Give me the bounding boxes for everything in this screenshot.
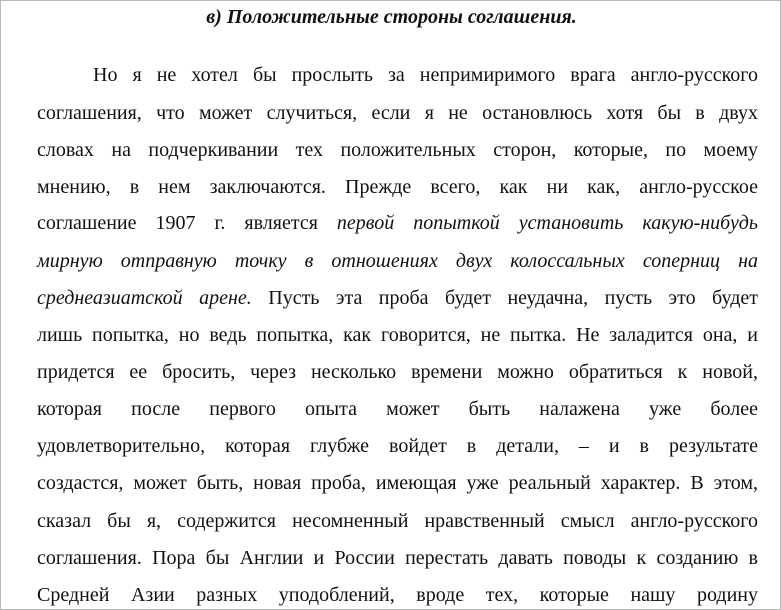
text-line (37, 211, 758, 235)
emphasis-line: мирную отправную точку в отношениях двух колоссальных соперниц на (37, 250, 758, 272)
text-line: придется ее бросить, через несколько времени можно обратиться к новой, (37, 361, 758, 383)
text-line: удовлетворительно, которая глубже войдет в детали, – и в результате (37, 435, 758, 457)
emphasis-text: среднеазиатской арене. (37, 287, 252, 309)
text-line: лишь попытка, но ведь попытка, как говорится, не пытка. Не заладится она, и (37, 324, 758, 346)
text-line: соглашения, что может случиться, если я не остановлюсь хотя бы в двух (37, 102, 758, 124)
text-line: Средней Азии разных уподоблений, вроде тех, которые нашу родину (37, 584, 758, 606)
text-line (37, 286, 758, 310)
text-line: сказал бы я, содержится несомненный нравственный смысл англо-русского (37, 510, 758, 532)
emphasis-text: первой попыткой установить какую-нибудь (336, 212, 758, 234)
section-heading: в) Положительные стороны соглашения. (206, 6, 577, 28)
text-span: Пусть эта проба будет неудачна, пусть это будет (268, 287, 758, 309)
text-span: соглашение 1907 г. является (37, 212, 318, 234)
text-line: Но я не хотел бы прослыть за непримиримого врага англо-русского (93, 64, 758, 86)
text-line: создастся, может быть, новая проба, имеющая уже реальный характер. В этом, (37, 472, 758, 494)
text-line: соглашения. Пора бы Англии и России перестать давать поводы к созданию в (37, 547, 758, 569)
text-line: которая после первого опыта может быть налажена уже более (37, 398, 758, 420)
text-line: словах на подчеркивании тех положительных сторон, которые, по моему (37, 139, 758, 161)
text-line: мнению, в нем заключаются. Прежде всего, как ни как, англо-русское (37, 176, 758, 198)
